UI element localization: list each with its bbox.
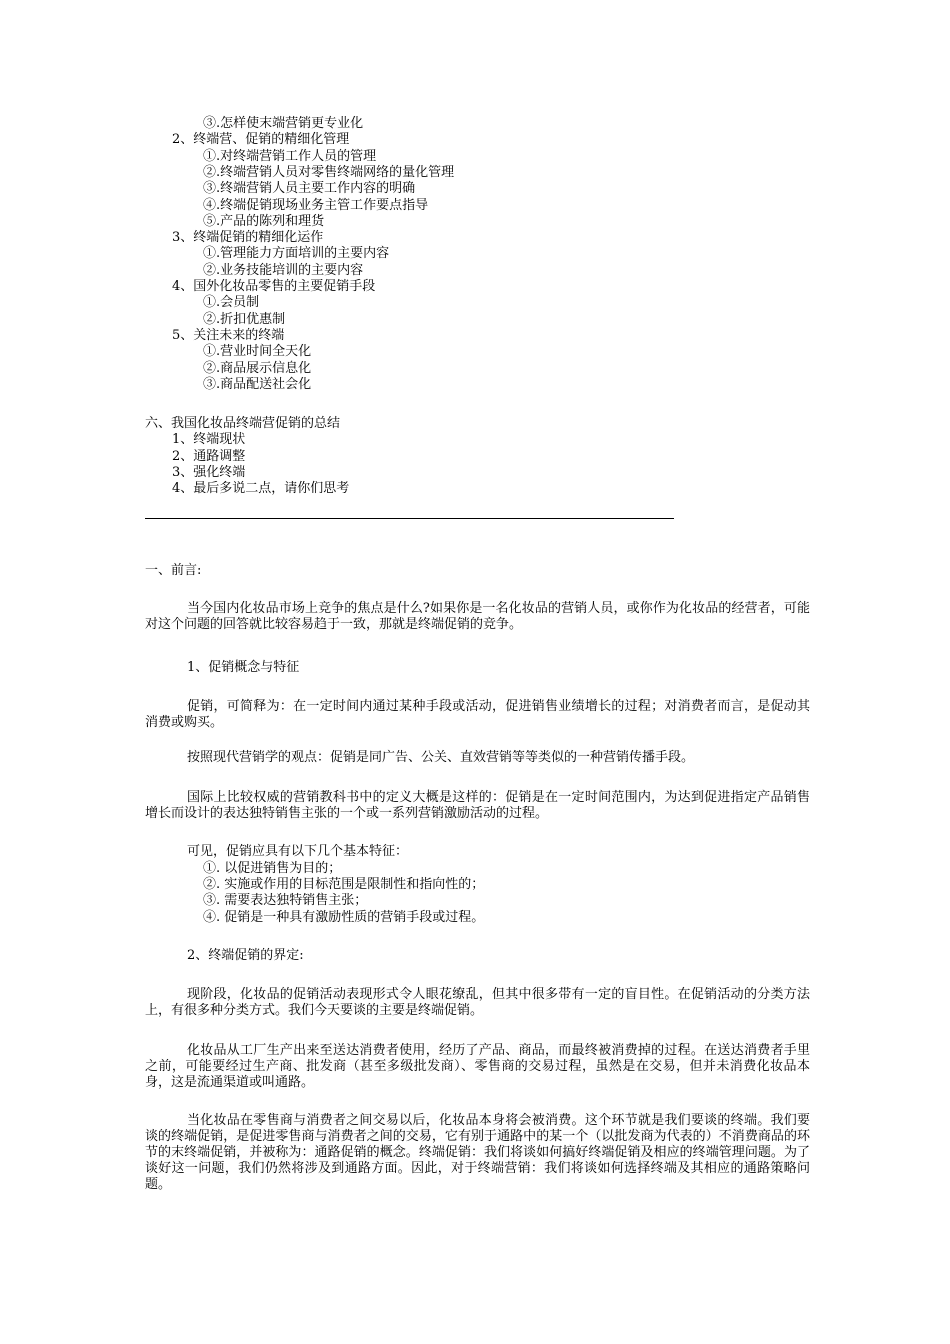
feature-item: ①. 以促进销售为目的； xyxy=(203,861,342,876)
outline-item-3-3: ③.怎样使末端营销更专业化 xyxy=(203,116,364,131)
paragraph: 促销，可简释为：在一定时间内通过某种手段或活动，促进销售业绩增长的过程；对消费者而言，是促动其消费或购买。 xyxy=(145,699,810,730)
paragraph: 化妆品从工厂生产出来至送达消费者使用，经历了产品、商品，而最终被消费掉的过程。在送达消费者手里之前，可能要经过生产商、批发商（甚至多级批发商）、零售商的交易过程，虽然是在交易，但并未消费化妆品本身，这是流通渠道或叫通路。 xyxy=(145,1043,810,1090)
outline-item: 4、最后多说二点，请你们思考 xyxy=(172,481,350,496)
outline-item: 2、通路调整 xyxy=(172,449,246,464)
outline-item: ②.终端营销人员对零售终端网络的量化管理 xyxy=(203,165,455,180)
outline-item: 1、终端现状 xyxy=(172,432,246,447)
paragraph: 国际上比较权威的营销教科书中的定义大概是这样的：促销是在一定时间范围内，为达到促进指定产品销售增长而设计的表达独特销售主张的一个或一系列营销激励活动的过程。 xyxy=(145,790,810,821)
subheading-promotion-concept: 1、促销概念与特征 xyxy=(187,660,300,675)
outline-item: 3、强化终端 xyxy=(172,465,246,480)
outline-section-3: 3、终端促销的精细化运作 xyxy=(172,230,324,245)
section-heading-preface: 一、前言: xyxy=(145,563,202,578)
outline-item: ③.商品配送社会化 xyxy=(203,377,312,392)
outline-item: ②.业务技能培训的主要内容 xyxy=(203,263,364,278)
outline-item: ⑤.产品的陈列和理货 xyxy=(203,214,325,229)
outline-part-6: 六、我国化妆品终端营促销的总结 xyxy=(145,416,341,431)
outline-item: ①.管理能力方面培训的主要内容 xyxy=(203,246,390,261)
outline-item: ①.会员制 xyxy=(203,295,260,310)
outline-item: ②.商品展示信息化 xyxy=(203,361,312,376)
paragraph: 可见，促销应具有以下几个基本特征： xyxy=(187,844,409,859)
subheading-terminal-promotion: 2、终端促销的界定: xyxy=(187,948,304,963)
outline-section-5: 5、关注未来的终端 xyxy=(172,328,285,343)
outline-item: ①.营业时间全天化 xyxy=(203,344,312,359)
paragraph: 按照现代营销学的观点：促销是同广告、公关、直效营销等等类似的一种营销传播手段。 xyxy=(187,750,695,765)
feature-item: ②. 实施或作用的目标范围是限制性和指向性的； xyxy=(203,877,485,892)
outline-section-4: 4、国外化妆品零售的主要促销手段 xyxy=(172,279,376,294)
outline-section-2: 2、终端营、促销的精细化管理 xyxy=(172,132,350,147)
paragraph: 现阶段，化妆品的促销活动表现形式令人眼花缭乱，但其中很多带有一定的盲目性。在促销活动的分类方法上，有很多种分类方式。我们今天要谈的主要是终端促销。 xyxy=(145,987,810,1018)
paragraph: 当今国内化妆品市场上竞争的焦点是什么?如果你是一名化妆品的营销人员，或你作为化妆品的经营者，可能对这个问题的回答就比较容易趋于一致，那就是终端促销的竞争。 xyxy=(145,601,810,632)
paragraph: 当化妆品在零售商与消费者之间交易以后，化妆品本身将会被消费。这个环节就是我们要谈的终端。我们要谈的终端促销，是促进零售商与消费者之间的交易，它有别于通路中的某一个（以批发商为代表的）不消费商品的环节的末终端促销，并被称为：通路促销的概念。终端促销：我们将谈如何搞好终端促销及相应的终端管理问题。为了谈好这一问题，我们仍然将涉及到通路方面。因此，对于终端营销：我们将谈如何选择终端及其相应的通路策略问题。 xyxy=(145,1113,810,1192)
outline-item: ②.折扣优惠制 xyxy=(203,312,286,327)
outline-item: ①.对终端营销工作人员的管理 xyxy=(203,149,377,164)
outline-item: ④.终端促销现场业务主管工作要点指导 xyxy=(203,198,429,213)
outline-item: ③.终端营销人员主要工作内容的明确 xyxy=(203,181,416,196)
divider xyxy=(145,518,674,519)
feature-item: ③. 需要表达独特销售主张； xyxy=(203,893,368,908)
feature-item: ④. 促销是一种具有激励性质的营销手段或过程。 xyxy=(203,910,485,925)
